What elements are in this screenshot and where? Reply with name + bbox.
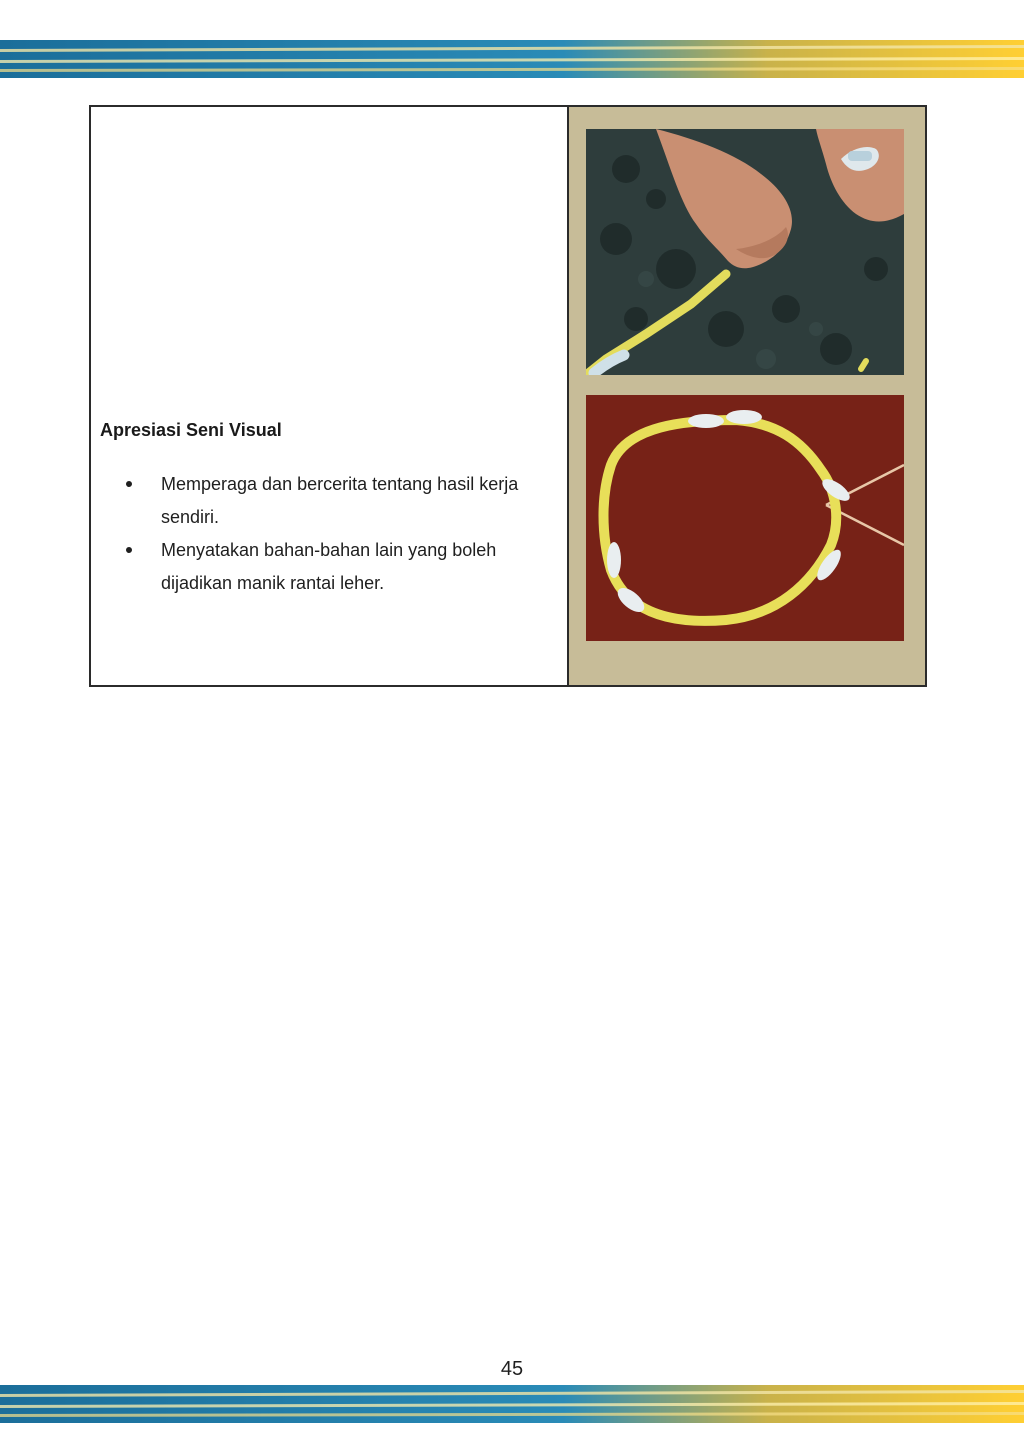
footer-decorative-band (0, 1385, 1024, 1423)
list-item-text: Menyatakan bahan-bahan lain yang boleh dijadikan manik rantai leher. (161, 540, 497, 593)
list-item (91, 534, 561, 600)
necklace-photo (586, 395, 904, 641)
photo-cell (569, 107, 925, 685)
header-decorative-band (0, 40, 1024, 78)
list-item (91, 468, 561, 534)
list-item-text: Memperaga dan bercerita tentang hasil kerja sendiri. (161, 474, 519, 527)
section-heading: Apresiasi Seni Visual (100, 420, 282, 440)
threading-photo (586, 129, 904, 375)
bullet-icon (126, 547, 132, 553)
text-cell (91, 107, 569, 685)
activity-table (89, 105, 927, 687)
bullet-icon (126, 481, 132, 487)
page-number: 45 (500, 1358, 524, 1380)
bullet-list (91, 468, 561, 600)
